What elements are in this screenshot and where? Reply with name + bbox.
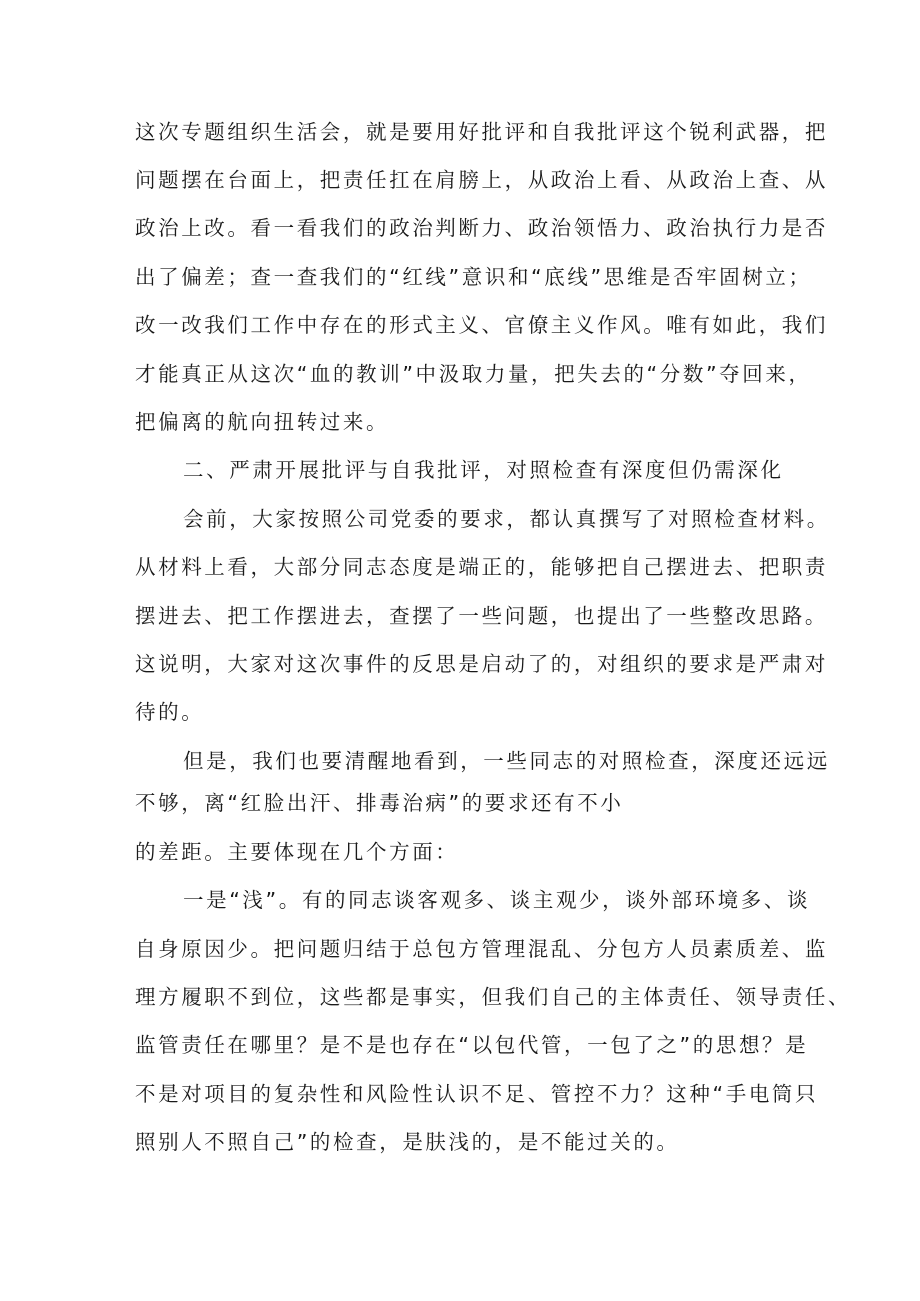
text-line: 政治上改。看一看我们的政治判断力、政治领悟力、政治执行力是否	[135, 216, 828, 240]
section-heading: 二、严肃开展批评与自我批评，对照检查有深度但仍需深化	[183, 458, 784, 482]
text-line: 从材料上看，大部分同志态度是端正的，能够把自己摆进去、把职责	[135, 555, 828, 579]
text-line: 摆进去、把工作摆进去，查摆了一些问题，也提出了一些整改思路。	[135, 604, 828, 628]
text-line: 一是“浅”。有的同志谈客观多、谈主观少，谈外部环境多、谈	[183, 888, 811, 912]
text-line: 不够，离“红脸出汗、排毒治病”的要求还有不小	[135, 791, 624, 815]
text-line: 理方履职不到位，这些都是事实，但我们自己的主体责任、领导责任、	[135, 985, 852, 1009]
text-line: 但是，我们也要清醒地看到，一些同志的对照检查，深度还远远	[183, 749, 830, 773]
text-line: 把偏离的航向扭转过来。	[135, 410, 390, 434]
text-line: 的差距。主要体现在几个方面：	[135, 840, 459, 864]
text-line: 问题摆在台面上，把责任扛在肩膀上，从政治上看、从政治上查、从	[135, 168, 828, 192]
text-line: 改一改我们工作中存在的形式主义、官僚主义作风。唯有如此，我们	[135, 313, 828, 337]
text-line: 不是对项目的复杂性和风险性认识不足、管控不力？这种“手电筒只	[135, 1082, 819, 1106]
text-line: 监管责任在哪里？是不是也存在“以包代管，一包了之”的思想？是	[135, 1033, 809, 1057]
text-line: 才能真正从这次“血的教训”中汲取力量，把失去的“分数”夺回来，	[135, 362, 812, 386]
text-line: 会前，大家按照公司党委的要求，都认真撰写了对照检查材料。	[183, 507, 830, 531]
text-line: 这说明，大家对这次事件的反思是启动了的，对组织的要求是严肃对	[135, 652, 828, 676]
text-line: 这次专题组织生活会，就是要用好批评和自我批评这个锐利武器，把	[135, 120, 828, 144]
text-line: 自身原因少。把问题归结于总包方管理混乱、分包方人员素质差、监	[135, 937, 828, 961]
text-line: 出了偏差；查一查我们的“红线”意识和“底线”思维是否牢固树立；	[135, 265, 812, 289]
text-line: 照别人不照自己”的检查，是肤浅的，是不能过关的。	[135, 1130, 680, 1154]
text-line: 待的。	[135, 700, 205, 724]
